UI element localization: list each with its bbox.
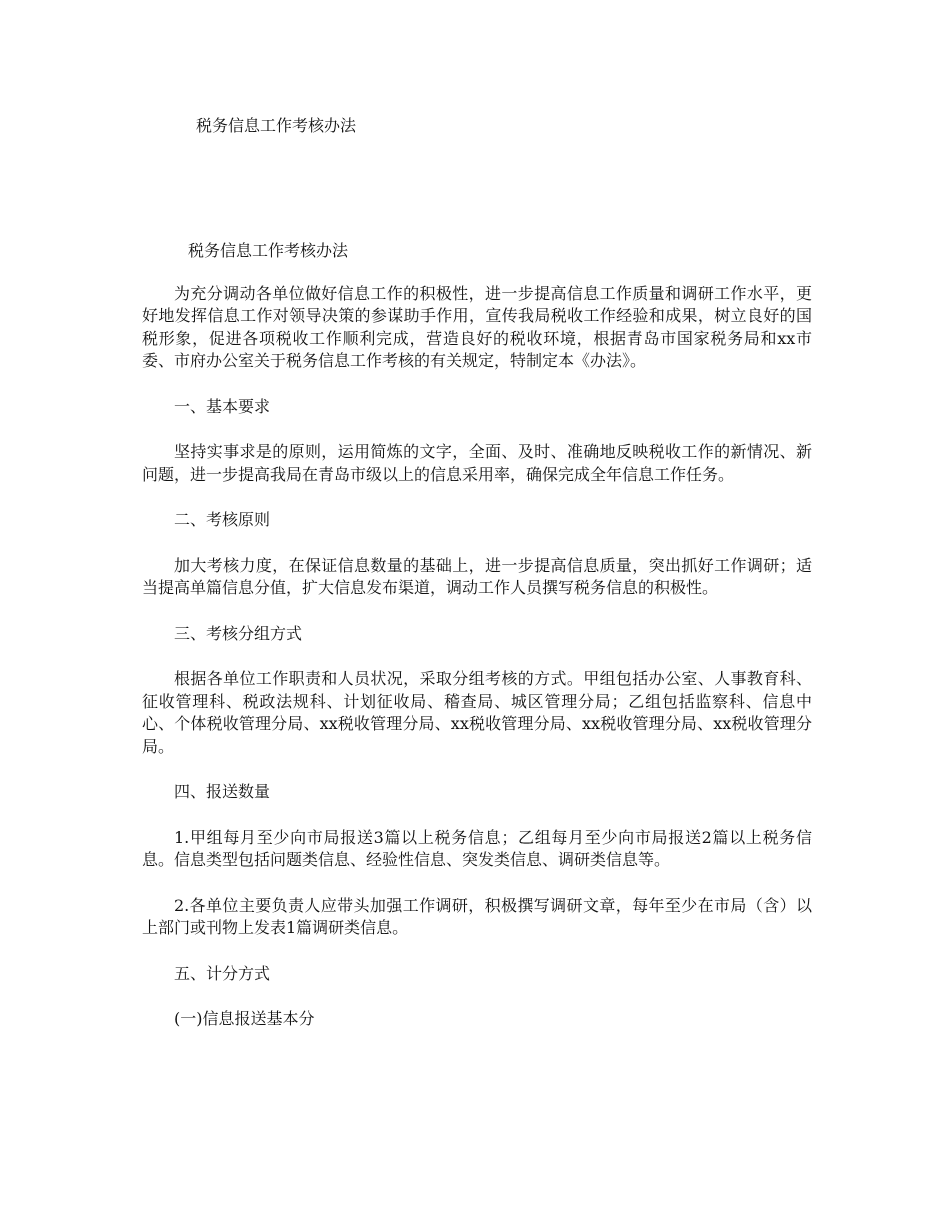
section-heading-scoring-method: 五、计分方式 bbox=[174, 963, 271, 983]
subsection-heading-base-score: (一)信息报送基本分 bbox=[174, 1009, 315, 1028]
document-title: 税务信息工作考核办法 bbox=[188, 241, 349, 260]
paragraph-basic-requirements: 坚持实事求是的原则，运用简炼的文字，全面、及时、准确地反映税收工作的新情况、新问题，进一步提高我局在青岛市级以上的信息采用率，确保完成全年信息工作任务。 bbox=[142, 442, 812, 484]
section-heading-assessment-principles: 二、考核原则 bbox=[174, 510, 271, 529]
paragraph-assessment-principles: 加大考核力度，在保证信息数量的基础上，进一步提高信息质量，突出抓好工作调研；适当提高单篇信息分值，扩大信息发布渠道，调动工作人员撰写税务信息的积极性。 bbox=[142, 555, 812, 597]
section-heading-submission-quantity: 四、报送数量 bbox=[174, 782, 271, 801]
page-header-title: 税务信息工作考核办法 bbox=[196, 116, 357, 135]
intro-paragraph: 为充分调动各单位做好信息工作的积极性，进一步提高信息工作质量和调研工作水平，更好地发挥信息工作对领导决策的参谋助手作用，宣传我局税收工作经验和成果，树立良好的国税形象，促进各项税收工作顺利完成，营造良好的税收环境，根据青岛市国家税务局和xx市委、市府办公室关于税务信息工作考核的有关规定，特制定本《办法》。 bbox=[142, 283, 812, 370]
section-heading-grouping-method: 三、考核分组方式 bbox=[174, 623, 303, 643]
paragraph-submission-quantity-1: 1.甲组每月至少向市局报送3篇以上税务信息；乙组每月至少向市局报送2篇以上税务信息。信息类型包括问题类信息、经验性信息、突发类信息、调研类信息等。 bbox=[142, 827, 812, 869]
document-body bbox=[142, 240, 812, 1054]
paragraph-submission-quantity-2: 2.各单位主要负责人应带头加强工作调研，积极撰写调研文章，每年至少在市局（含）以上部门或刊物上发表1篇调研类信息。 bbox=[142, 895, 812, 937]
paragraph-grouping-method: 根据各单位工作职责和人员状况，采取分组考核的方式。甲组包括办公室、人事教育科、征收管理科、税政法规科、计划征收局、稽查局、城区管理分局；乙组包括监察科、信息中心、个体税收管理分局、xx税收管理分局、xx税收管理分局、xx税收管理分局、xx税收管理分局。 bbox=[142, 669, 812, 756]
section-heading-basic-requirements: 一、基本要求 bbox=[174, 396, 271, 416]
